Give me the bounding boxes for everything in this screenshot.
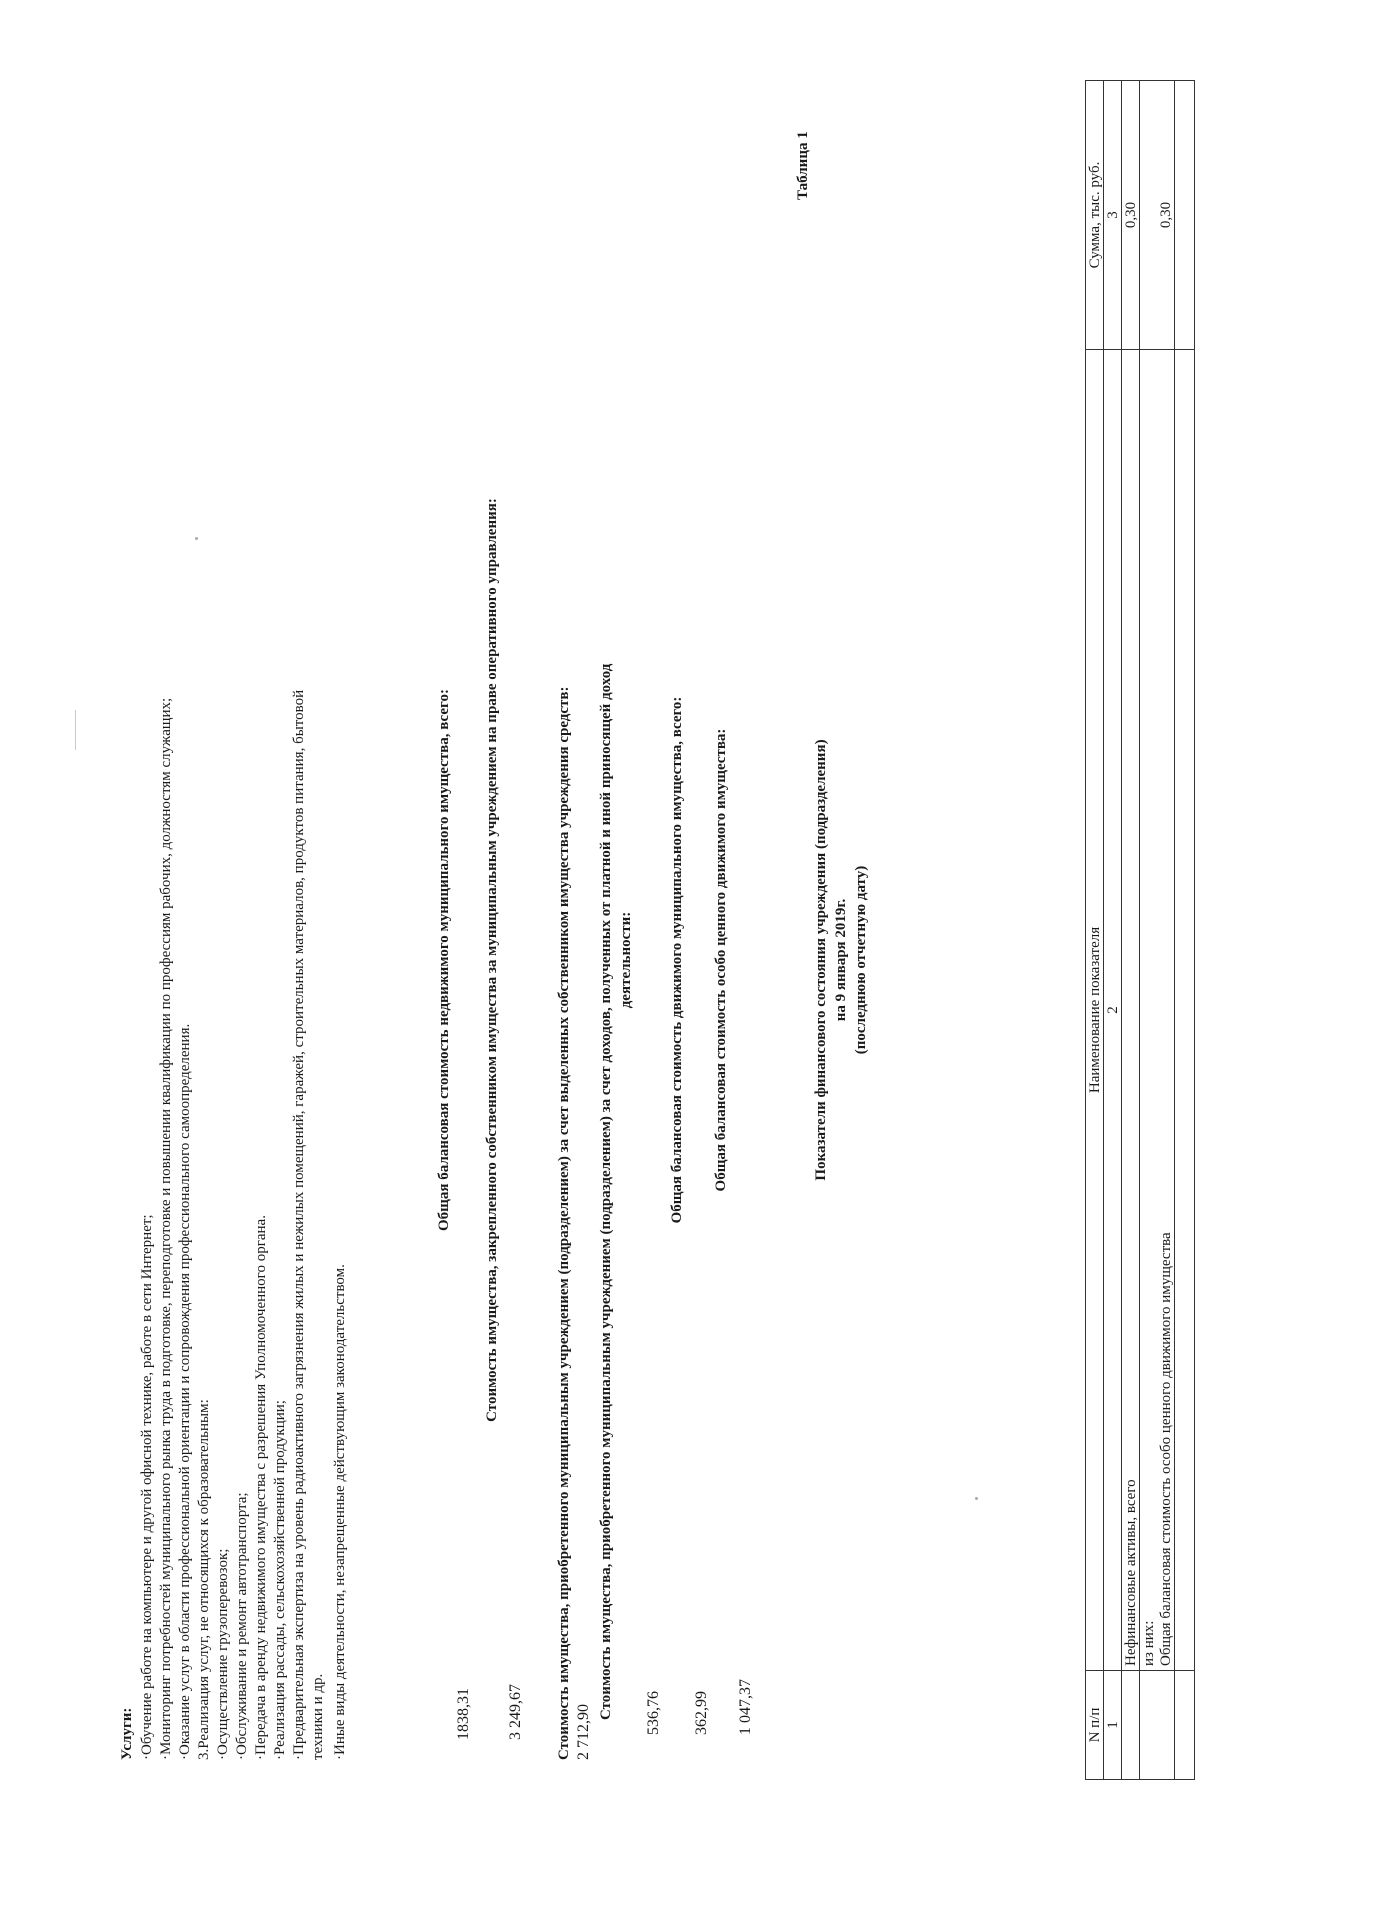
header-number-2: 2 [1104,350,1122,1671]
immovable-total-value: 1838,31 [455,1688,472,1740]
table-header-numbers-row [1104,81,1122,1780]
table-caption: Таблица 1 [795,131,811,200]
services-heading: Услуги: [119,1707,135,1760]
especially-valuable-label: Общая балансовая стоимость особо ценного движимого имущества: [713,728,729,1192]
financial-date: на 9 января 2019г. [833,898,849,1022]
service-item: ·Мониторинг потребностей муниципального рынка труда в подготовке, переподготовке и повышении квалификации по профессиям рабочих, должностям служащих; [158,697,174,1760]
table-row [1157,81,1175,1780]
service-item: ·Предварительная экспертиза на уровень радиоактивного загрязнения жилых и нежилых помещений, гаражей, строительных материалов, продуктов питания, бытовой [291,689,307,1760]
row-value: 0,30 [1157,81,1175,350]
assigned-label: Стоимость имущества, закрепленного собственником имущества за муниципальным учреждением на праве оперативного управления: [484,498,500,1422]
assigned-value: 3 249,67 [507,1684,524,1740]
scan-speck [195,537,198,540]
scan-speck [975,1497,978,1500]
empty-cell [1175,350,1195,1671]
service-item: ·Реализация рассады, сельскохозяйственной продукции; [272,1400,288,1760]
table-empty-row [1175,81,1195,1780]
header-cell-no: N п/п [1086,1671,1104,1780]
acquired-owner-label: Стоимость имущества, приобретенного муниципальным учреждением (подразделением) за счет выделенных собственником имущества учреждения средств: [556,686,572,1760]
row-name: Общая балансовая стоимость особо ценного движимого имущества [1157,350,1175,1671]
row-number [1140,1671,1158,1780]
movable-total-value: 362,99 [693,1691,710,1735]
row-number [1122,1671,1140,1780]
table-row [1140,81,1158,1780]
service-item: ·Оказание услуг в области профессиональной ориентации и сопровождения профессионального самоопределения. [177,1023,193,1760]
financial-title: Показатели финансового состояния учреждения (подразделения) [813,739,829,1181]
row-number [1157,1671,1175,1780]
service-item: ·Передача в аренду недвижимого имущества с разрешения Уполномоченного органа. [253,1215,269,1760]
row-name: Нефинансовые активы, всего [1122,350,1140,1671]
acquired-owner-value: 2 712,90 [575,1704,592,1760]
especially-valuable-value: 1 047,37 [737,1679,754,1735]
row-value: 0,30 [1122,81,1140,350]
scan-mark [75,710,76,750]
service-item: ·Обслуживание и ремонт автотранспорта; [234,1492,250,1760]
header-number-1: 1 [1104,1671,1122,1780]
empty-cell [1175,81,1195,350]
service-item: 3.Реализация услуг, не относящихся к образовательным: [196,1399,212,1760]
row-name: из них: [1140,350,1158,1671]
header-cell-sum: Сумма, тыс. руб. [1086,81,1104,350]
service-item: техники и др. [310,1673,326,1760]
immovable-total-label: Общая балансовая стоимость недвижимого муниципального имущества, всего: [436,689,452,1231]
header-cell-name: Наименование показателя [1086,350,1104,1671]
acquired-income-label-cont: деятельности: [618,911,634,1009]
financial-subtitle: (последнюю отчетную дату) [853,865,869,1055]
empty-cell [1175,1671,1195,1780]
financial-table [1085,80,1195,1780]
table-row [1122,81,1140,1780]
acquired-income-label: Стоимость имущества, приобретенного муниципальным учреждением (подразделением) за счет доходов, полученных от платной и иной приносящей доход [598,663,614,1720]
movable-total-label: Общая балансовая стоимость движимого муниципального имущества, всего: [669,696,685,1224]
acquired-income-value: 536,76 [645,1691,662,1735]
header-number-3: 3 [1104,81,1122,350]
service-item: ·Иные виды деятельности, незапрещенные действующим законодательством. [332,1264,348,1760]
service-item: ·Осуществление грузоперевозок; [215,1548,231,1760]
table-header-row [1086,81,1104,1780]
service-item: ·Обучение работе на компьютере и другой офисной технике, работе в сети Интернет; [139,1214,155,1760]
row-value [1140,81,1158,350]
